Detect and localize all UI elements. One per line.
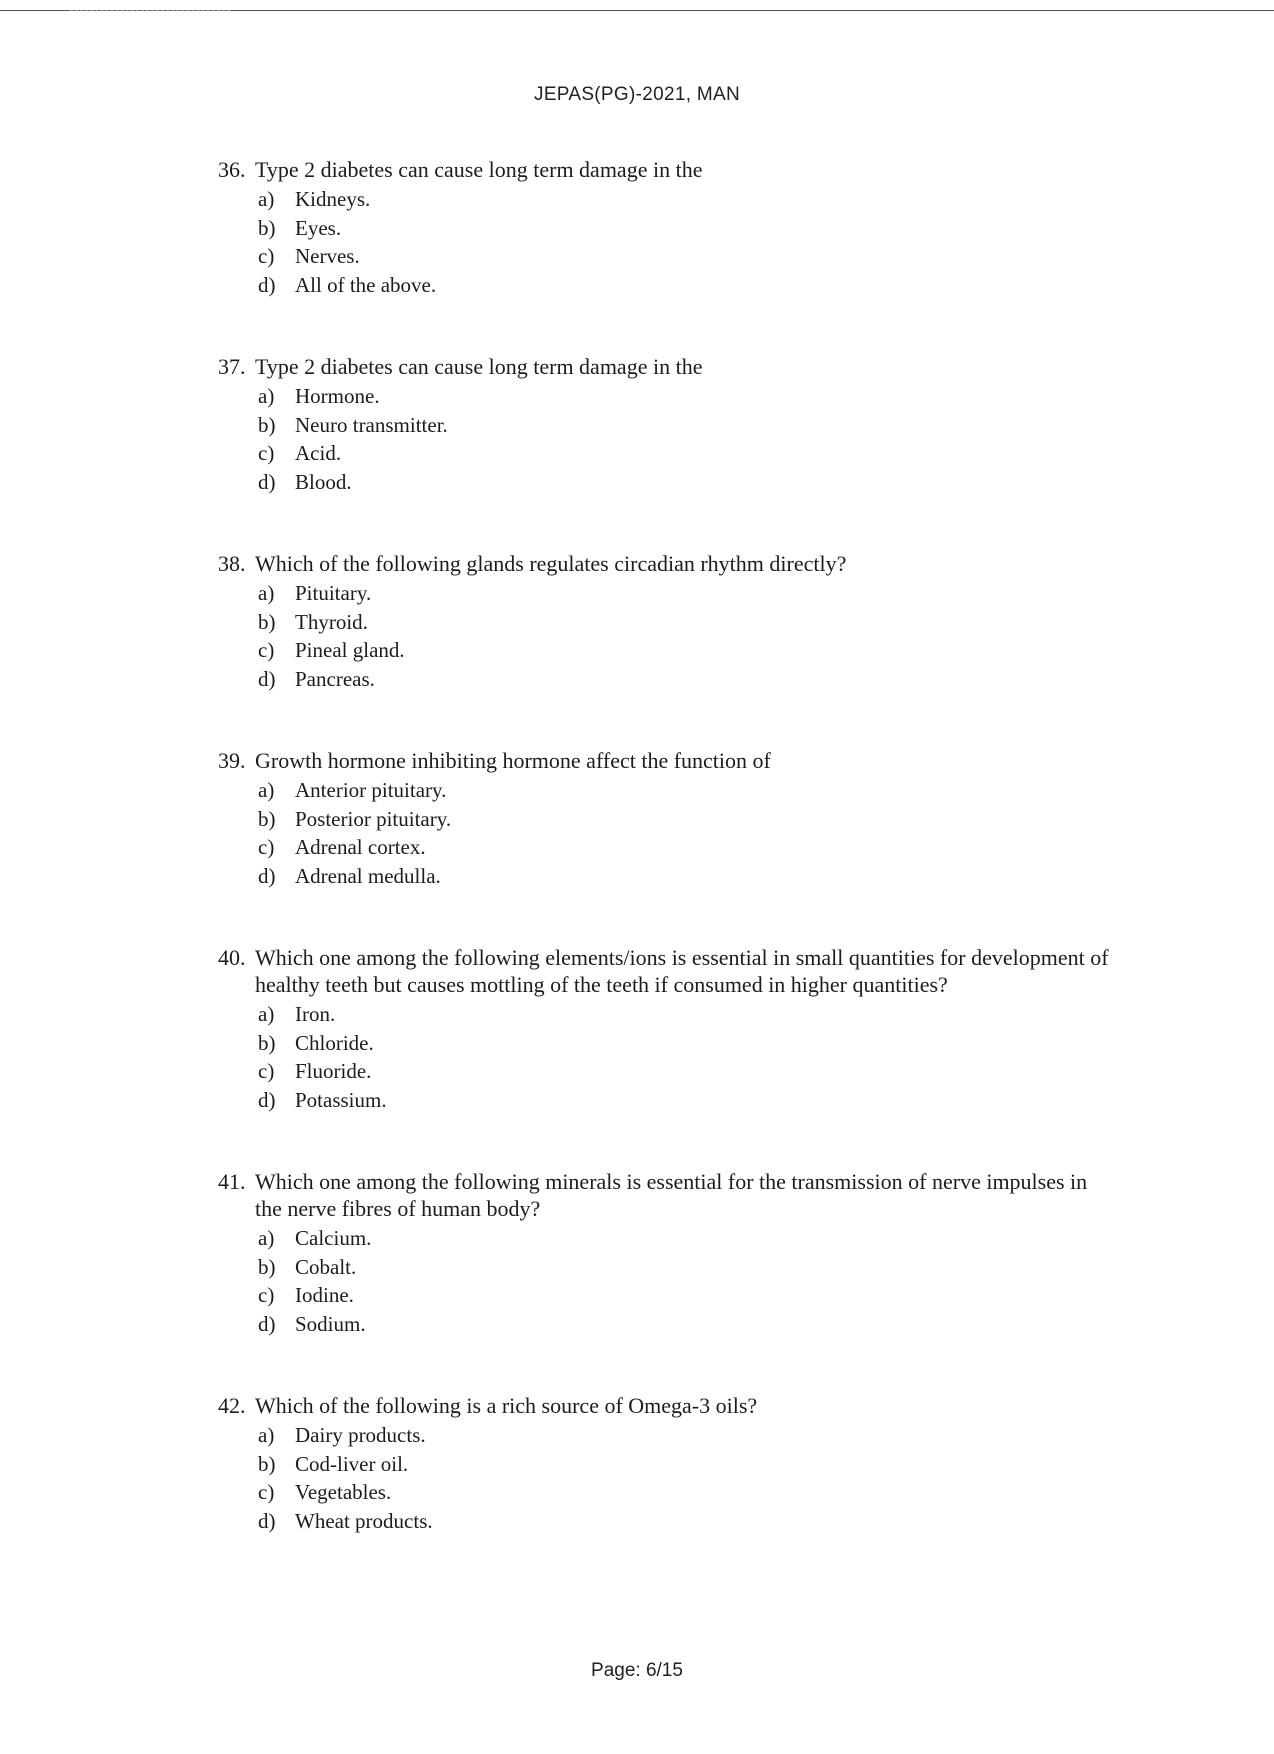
option-text: Fluoride. bbox=[295, 1059, 372, 1083]
option-text: Nerves. bbox=[295, 244, 360, 268]
question-number: 40. bbox=[218, 945, 246, 970]
option-list bbox=[218, 776, 1118, 890]
option-item bbox=[258, 1421, 1118, 1450]
question-stem bbox=[218, 353, 1118, 380]
option-list bbox=[218, 1000, 1118, 1114]
option-text: Cod-liver oil. bbox=[295, 1451, 409, 1476]
question-text: Type 2 diabetes can cause long term damage in the bbox=[255, 354, 703, 379]
option-text: Chloride. bbox=[295, 1030, 374, 1055]
question-number: 37. bbox=[218, 354, 246, 379]
option-label: c) bbox=[258, 1059, 275, 1083]
option-item bbox=[258, 242, 1118, 271]
question-text: Which one among the following minerals is essential for the transmission of nerve impulses in the nerve fibres of human body? bbox=[255, 1169, 1088, 1221]
option-label: d) bbox=[258, 863, 276, 888]
option-label: c) bbox=[258, 1480, 275, 1504]
question-39 bbox=[218, 747, 1118, 890]
option-text: Sodium. bbox=[295, 1311, 366, 1336]
option-item bbox=[258, 665, 1118, 694]
option-item bbox=[258, 1450, 1118, 1479]
question-40 bbox=[218, 944, 1118, 1114]
option-label: d) bbox=[258, 469, 276, 494]
option-item bbox=[258, 1086, 1118, 1115]
option-text: Hormone. bbox=[295, 384, 380, 408]
page-number: Page: 6/15 bbox=[591, 1660, 683, 1681]
question-number: 39. bbox=[218, 748, 246, 773]
option-item bbox=[258, 468, 1118, 497]
question-stem bbox=[218, 747, 1118, 774]
option-item bbox=[258, 608, 1118, 637]
question-38 bbox=[218, 550, 1118, 693]
option-list bbox=[218, 382, 1118, 496]
question-37 bbox=[218, 353, 1118, 496]
page-header: JEPAS(PG)-2021, MAN bbox=[534, 84, 740, 105]
question-42 bbox=[218, 1392, 1118, 1535]
option-label: d) bbox=[258, 1087, 276, 1112]
question-number: 41. bbox=[218, 1169, 246, 1194]
option-item bbox=[258, 1253, 1118, 1282]
option-item bbox=[258, 271, 1118, 300]
option-text: All of the above. bbox=[295, 272, 437, 297]
option-text: Iron. bbox=[295, 1002, 336, 1026]
option-label: a) bbox=[258, 778, 275, 802]
option-text: Vegetables. bbox=[295, 1480, 392, 1504]
option-text: Wheat products. bbox=[295, 1508, 433, 1533]
option-label: b) bbox=[258, 1451, 276, 1476]
option-label: b) bbox=[258, 806, 276, 831]
question-text: Which of the following glands regulates circadian rhythm directly? bbox=[255, 551, 847, 576]
option-text: Iodine. bbox=[295, 1283, 354, 1307]
option-label: c) bbox=[258, 441, 275, 465]
question-number: 36. bbox=[218, 157, 246, 182]
option-label: a) bbox=[258, 581, 275, 605]
question-36 bbox=[218, 156, 1118, 299]
option-label: b) bbox=[258, 412, 276, 437]
option-item bbox=[258, 214, 1118, 243]
option-label: b) bbox=[258, 1030, 276, 1055]
option-item bbox=[258, 1057, 1118, 1086]
option-text: Neuro transmitter. bbox=[295, 412, 448, 437]
option-list bbox=[218, 579, 1118, 693]
option-text: Kidneys. bbox=[295, 187, 371, 211]
option-item bbox=[258, 1507, 1118, 1536]
option-item bbox=[258, 382, 1118, 411]
question-number: 38. bbox=[218, 551, 246, 576]
option-item bbox=[258, 1029, 1118, 1058]
option-text: Adrenal cortex. bbox=[295, 835, 426, 859]
option-text: Anterior pituitary. bbox=[295, 778, 447, 802]
option-text: Dairy products. bbox=[295, 1423, 426, 1447]
option-item bbox=[258, 439, 1118, 468]
option-item bbox=[258, 1281, 1118, 1310]
option-text: Blood. bbox=[295, 469, 352, 494]
option-list bbox=[218, 1224, 1118, 1338]
question-list bbox=[218, 156, 1118, 1589]
option-item bbox=[258, 1000, 1118, 1029]
option-item bbox=[258, 411, 1118, 440]
question-stem bbox=[218, 156, 1118, 183]
option-item bbox=[258, 1478, 1118, 1507]
question-text: Type 2 diabetes can cause long term damage in the bbox=[255, 157, 703, 182]
option-list bbox=[218, 1421, 1118, 1535]
option-text: Potassium. bbox=[295, 1087, 387, 1112]
option-label: d) bbox=[258, 1311, 276, 1336]
option-label: c) bbox=[258, 244, 275, 268]
option-item bbox=[258, 862, 1118, 891]
option-label: a) bbox=[258, 384, 275, 408]
option-text: Thyroid. bbox=[295, 609, 368, 634]
option-item bbox=[258, 833, 1118, 862]
question-stem bbox=[218, 550, 1118, 577]
option-label: b) bbox=[258, 215, 276, 240]
option-label: d) bbox=[258, 272, 276, 297]
option-label: b) bbox=[258, 609, 276, 634]
option-item bbox=[258, 1224, 1118, 1253]
scan-top-dash bbox=[70, 10, 230, 11]
question-stem bbox=[218, 944, 1118, 998]
option-label: a) bbox=[258, 1002, 275, 1026]
option-text: Acid. bbox=[295, 441, 342, 465]
option-text: Pancreas. bbox=[295, 666, 375, 691]
option-text: Pineal gland. bbox=[295, 638, 405, 662]
option-item bbox=[258, 1310, 1118, 1339]
option-label: c) bbox=[258, 835, 275, 859]
option-label: a) bbox=[258, 1226, 275, 1250]
question-stem bbox=[218, 1168, 1118, 1222]
question-stem bbox=[218, 1392, 1118, 1419]
option-label: a) bbox=[258, 187, 275, 211]
option-text: Posterior pituitary. bbox=[295, 806, 452, 831]
option-item bbox=[258, 776, 1118, 805]
question-text: Which one among the following elements/ions is essential in small quantities for development of healthy teeth but causes mottling of the teeth if consumed in higher quantities? bbox=[255, 945, 1109, 997]
question-text: Growth hormone inhibiting hormone affect the function of bbox=[255, 748, 771, 773]
option-label: d) bbox=[258, 666, 276, 691]
option-text: Adrenal medulla. bbox=[295, 863, 441, 888]
option-item bbox=[258, 805, 1118, 834]
question-41 bbox=[218, 1168, 1118, 1338]
option-label: a) bbox=[258, 1423, 275, 1447]
option-item bbox=[258, 579, 1118, 608]
option-label: b) bbox=[258, 1254, 276, 1279]
option-label: d) bbox=[258, 1508, 276, 1533]
option-label: c) bbox=[258, 1283, 275, 1307]
option-text: Cobalt. bbox=[295, 1254, 357, 1279]
option-label: c) bbox=[258, 638, 275, 662]
option-item bbox=[258, 636, 1118, 665]
option-text: Calcium. bbox=[295, 1226, 372, 1250]
option-text: Pituitary. bbox=[295, 581, 372, 605]
option-list bbox=[218, 185, 1118, 299]
question-text: Which of the following is a rich source of Omega-3 oils? bbox=[255, 1393, 758, 1418]
question-number: 42. bbox=[218, 1393, 246, 1418]
option-item bbox=[258, 185, 1118, 214]
option-text: Eyes. bbox=[295, 215, 342, 240]
